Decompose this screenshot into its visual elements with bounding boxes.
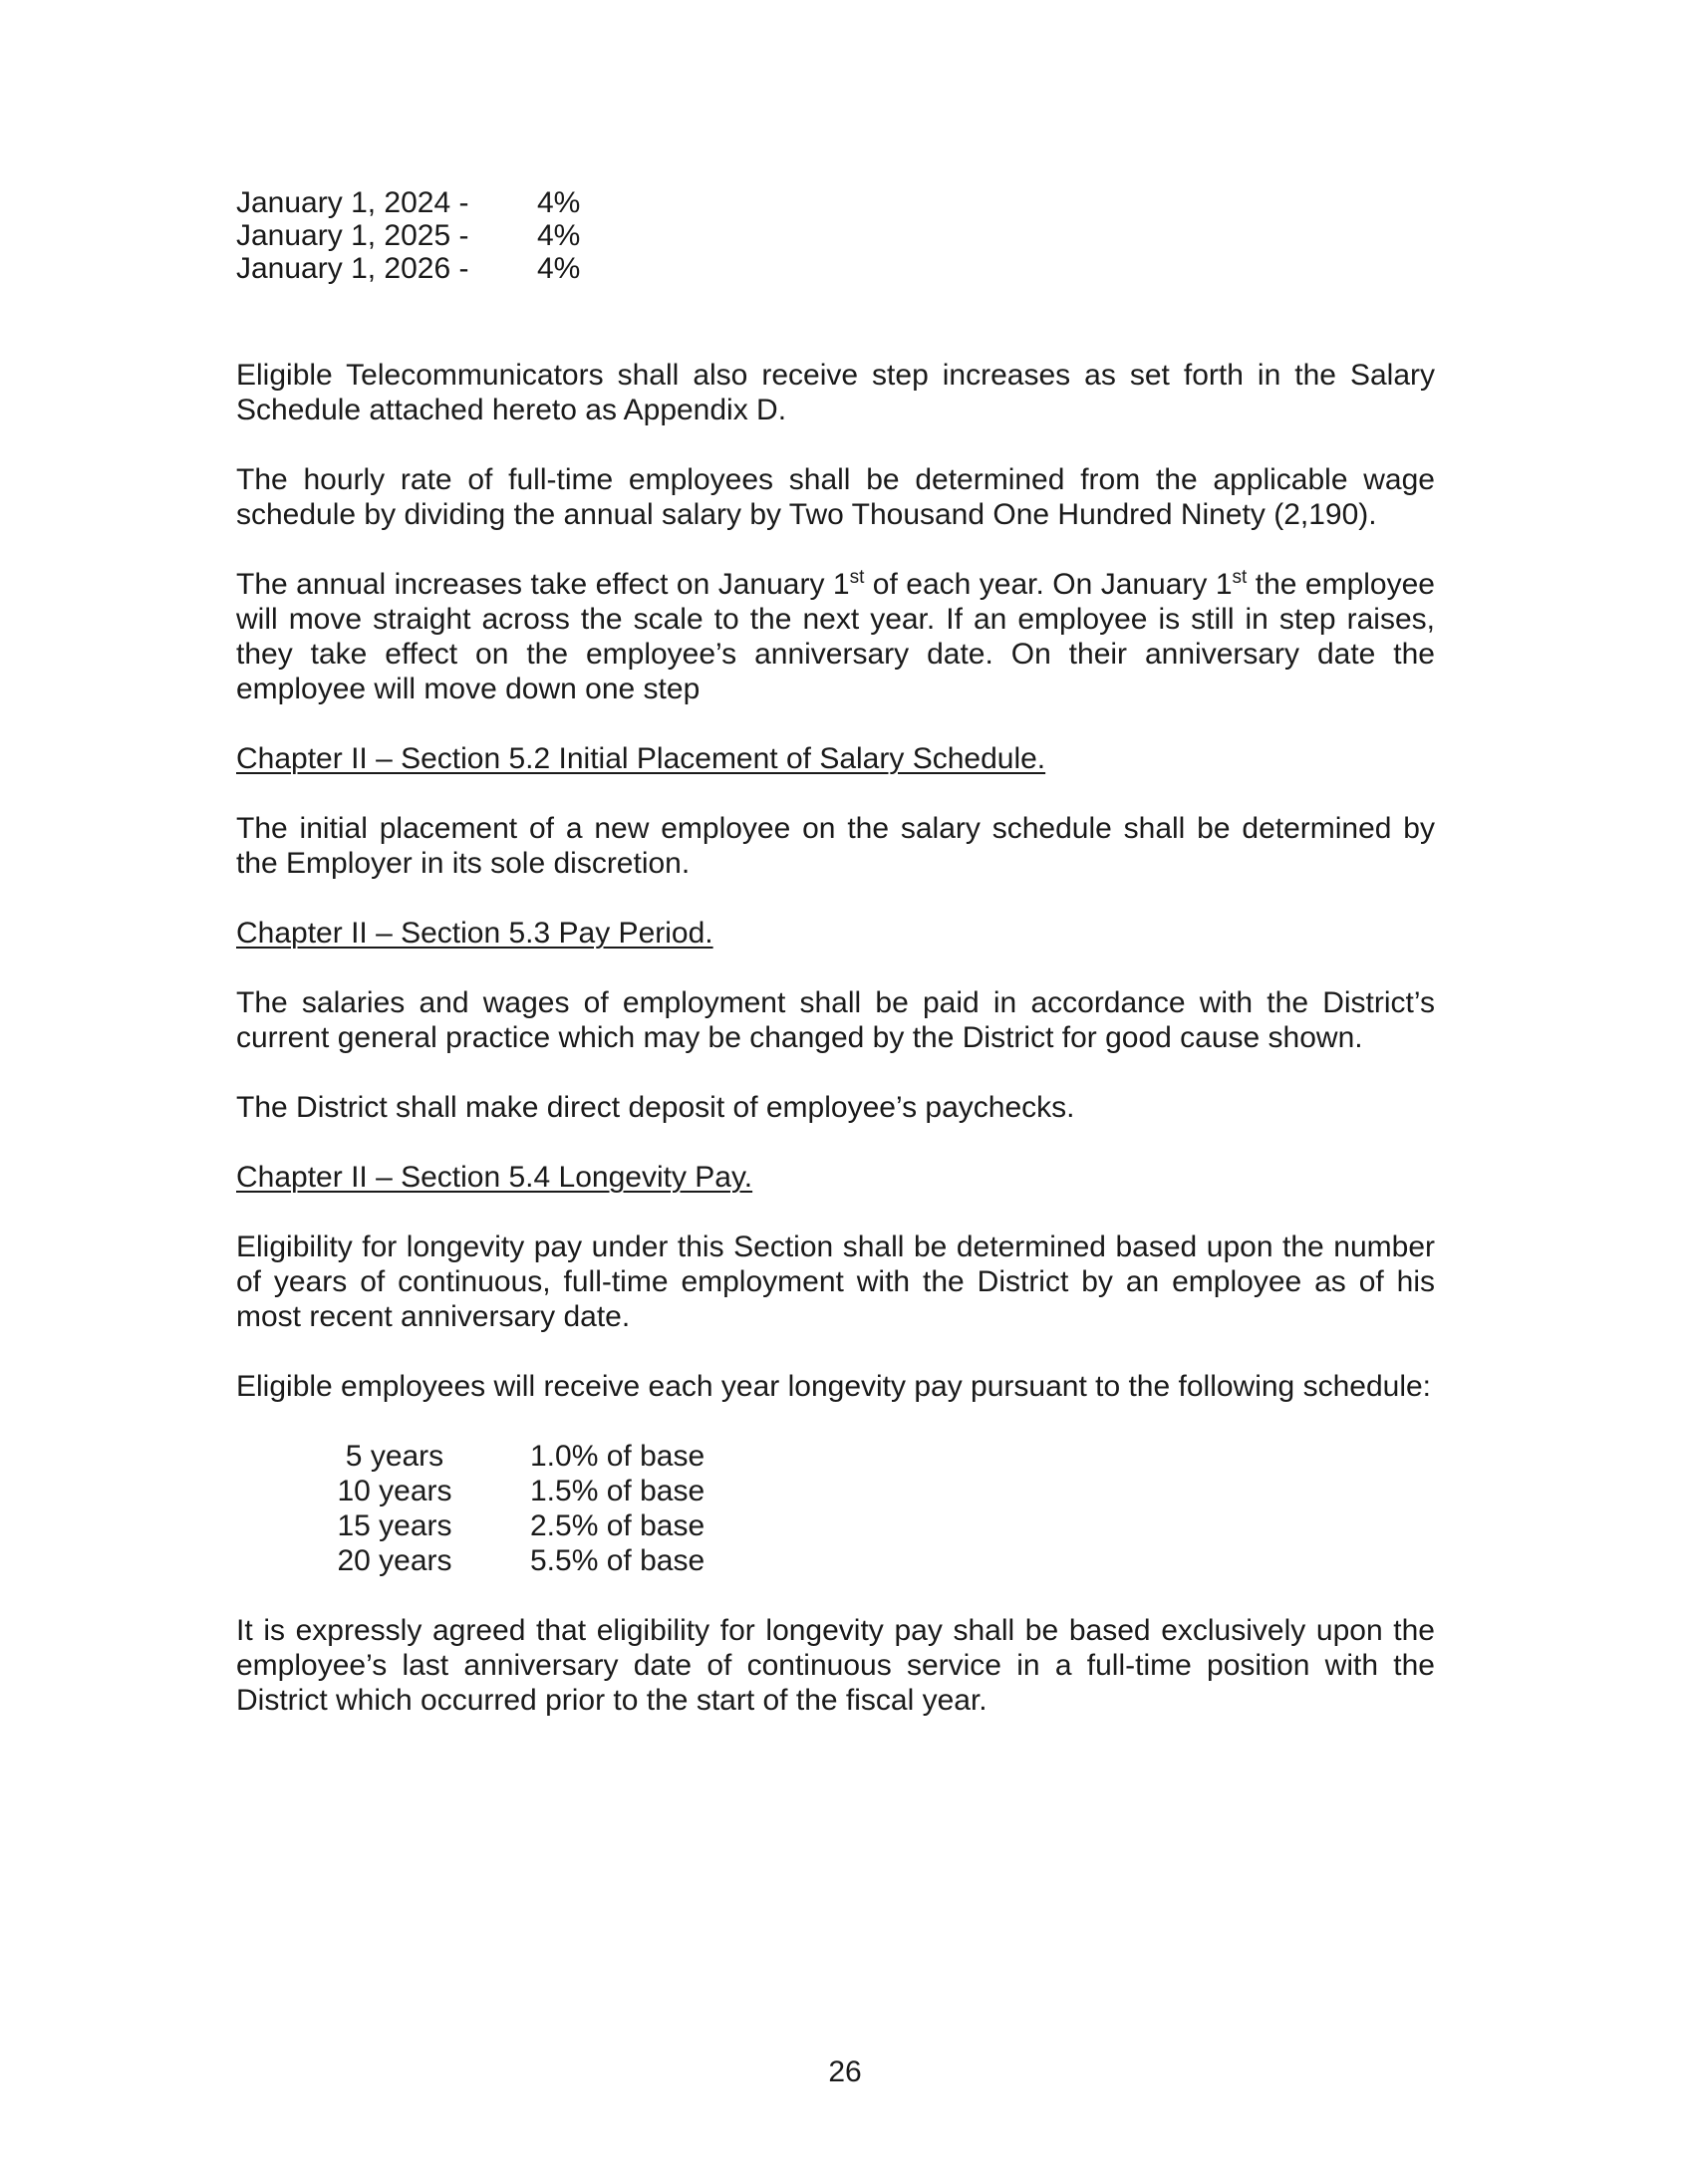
section-5-2-text: The initial placement of a new employee on the salary schedule shall be determined by the Employer in its sole discretion. — [236, 812, 1435, 880]
direct-deposit-text: The District shall make direct deposit of employee’s paychecks. — [236, 1091, 1075, 1124]
page-content — [236, 186, 1435, 1718]
longevity-schedule-intro: Eligible employees will receive each year longevity pay pursuant to the following schedule: — [236, 1370, 1432, 1403]
longevity-years: 15 years — [337, 1509, 452, 1542]
longevity-pay: 2.5% of base — [530, 1509, 705, 1542]
longevity-years: 10 years — [337, 1475, 452, 1507]
rate-increase-table — [236, 186, 1435, 285]
rate-pct: 4% — [537, 219, 581, 252]
longevity-pay: 5.5% of base — [530, 1544, 705, 1577]
rate-pct: 4% — [537, 186, 581, 219]
step-increase-paragraph: Eligible Telecommunicators shall also receive step increases as set forth in the Salary Schedule attached hereto as Appendix D. — [236, 359, 1435, 426]
longevity-eligibility-text: Eligibility for longevity pay under this Section shall be determined based upon the number of years of continuous, full-time employment with the District by an employee as of his most recent anniversary date. — [236, 1230, 1435, 1333]
longevity-years: 20 years — [337, 1544, 452, 1577]
section-5-3-heading: Chapter II – Section 5.3 Pay Period. — [236, 917, 713, 950]
longevity-pay: 1.5% of base — [530, 1475, 705, 1507]
hourly-rate-paragraph: The hourly rate of full-time employees shall be determined from the applicable wage schedule by dividing the annual salary by Two Thousand One Hundred Ninety (2,190). — [236, 463, 1435, 531]
longevity-agreement-text: It is expressly agreed that eligibility for longevity pay shall be based exclusively upon the employee’s last anniversary date of continuous service in a full-time position with the District which occurred prior to the start of the fiscal year. — [236, 1614, 1435, 1717]
rate-pct: 4% — [537, 252, 581, 285]
annual-increase-paragraph: The annual increases take effect on January 1st of each year. On January 1st the employee will move straight across the scale to the next year. If an employee is still in step raises, they take effect on the employee’s anniversary date. On their anniversary date the employee will move down one step — [236, 567, 1435, 705]
section-5-2-heading: Chapter II – Section 5.2 Initial Placement of Salary Schedule. — [236, 742, 1046, 775]
longevity-pay: 1.0% of base — [530, 1440, 705, 1473]
longevity-years: 5 years — [345, 1440, 444, 1473]
rate-date: January 1, 2026 - — [236, 252, 469, 285]
page-number: 26 — [828, 2055, 862, 2088]
rate-date: January 1, 2024 - — [236, 186, 469, 219]
rate-date: January 1, 2025 - — [236, 219, 469, 252]
section-5-3-text: The salaries and wages of employment shall be paid in accordance with the District’s current general practice which may be changed by the District for good cause shown. — [236, 986, 1435, 1054]
longevity-schedule-table — [335, 1439, 1435, 1578]
section-5-4-heading: Chapter II – Section 5.4 Longevity Pay. — [236, 1161, 753, 1194]
